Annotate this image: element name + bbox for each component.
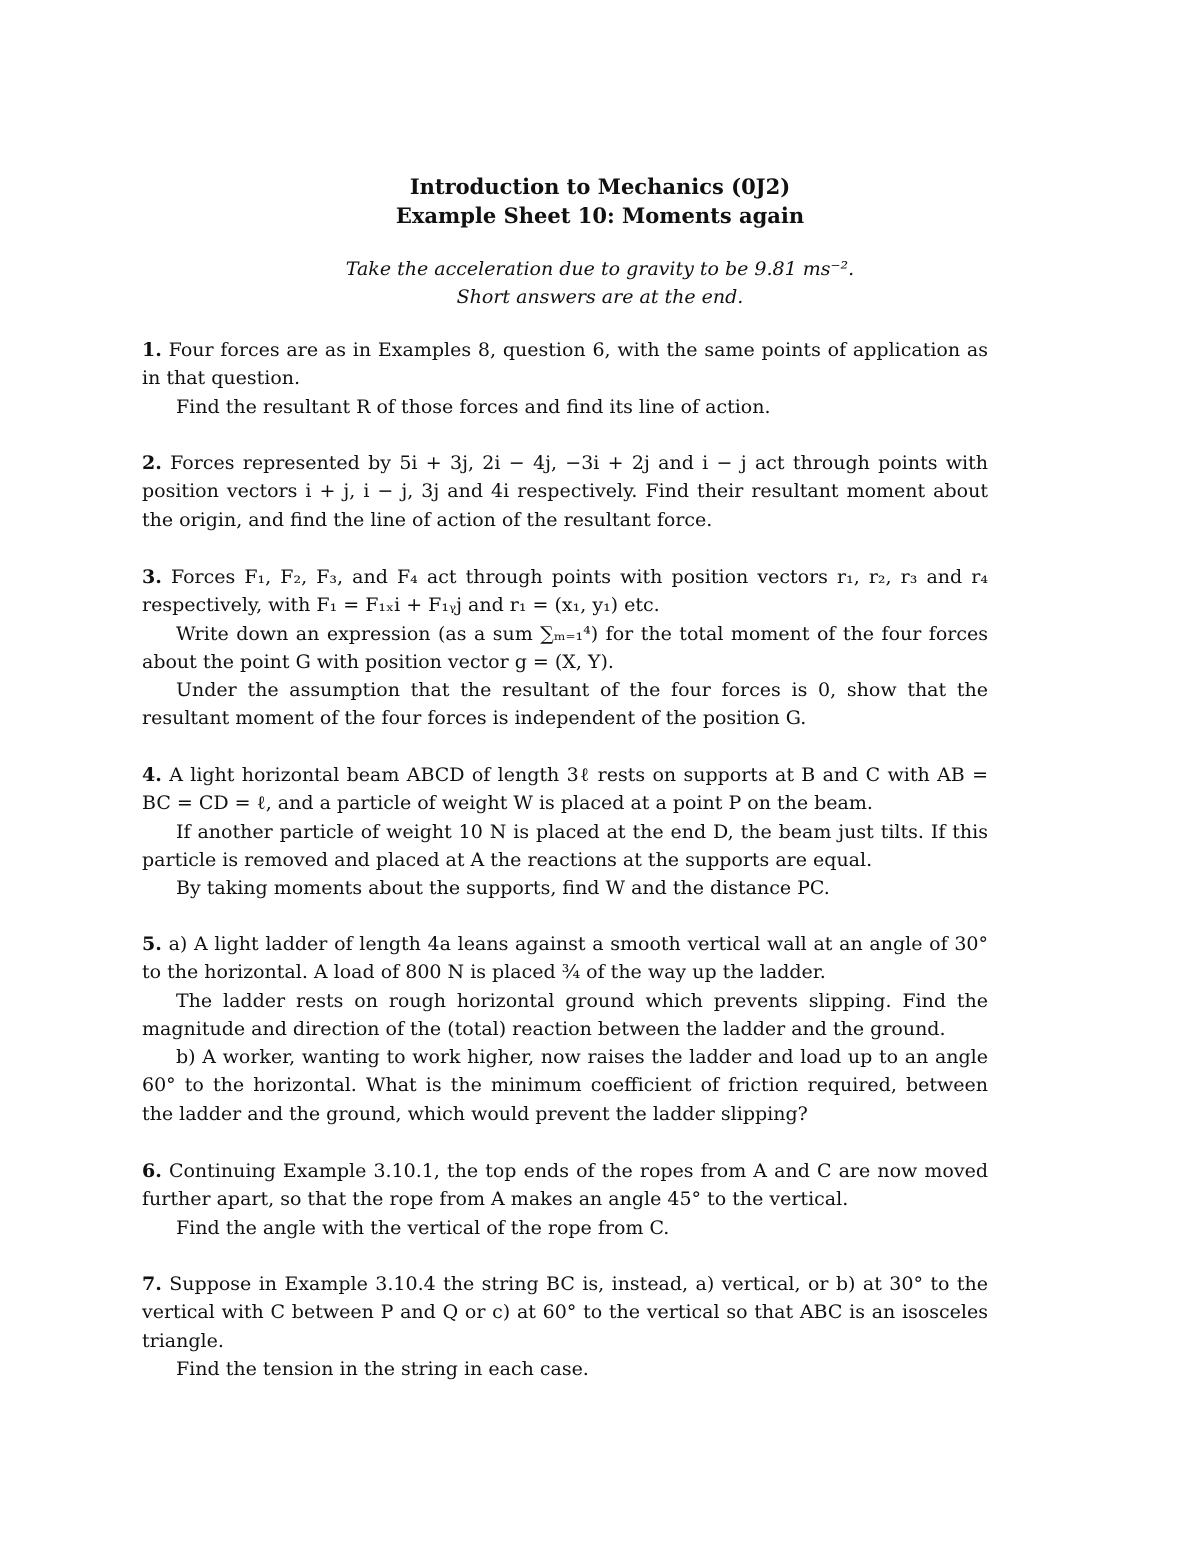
question-1-paragraph-1 <box>142 336 988 393</box>
question-2-text-1: Forces represented by 5i + 3j, 2i − 4j, −3i + 2j and i − j act through points with position vectors i + j, i − j, 3j and 4i respectively. Find their resultant moment about the origin, and find the line of action of the resultant force. <box>142 452 988 531</box>
sheet-title: Introduction to Mechanics (0J2) <box>409 174 791 199</box>
question-6-text-1: Continuing Example 3.10.1, the top ends of the ropes from A and C are now moved further apart, so that the rope from A makes an angle 45° to the vertical. <box>142 1160 988 1211</box>
question-4-text-1: A light horizontal beam ABCD of length 3ℓ rests on supports at B and C with AB = BC = CD = ℓ, and a particle of weight W is placed at a point P on the beam. <box>142 764 988 815</box>
question-3-paragraph-1 <box>142 563 988 620</box>
gravity-note: Take the acceleration due to gravity to be 9.81 ms⁻². <box>345 258 855 280</box>
question-5-paragraph-3: b) A worker, wanting to work higher, now raises the ladder and load up to an angle 60° to the horizontal. What is the minimum coefficient of friction required, between the ladder and the ground, which would prevent the ladder slipping? <box>142 1046 988 1125</box>
question-7-paragraph-2: Find the tension in the string in each case. <box>176 1357 589 1380</box>
question-4 <box>142 761 988 902</box>
question-5 <box>142 930 988 1128</box>
question-7 <box>142 1270 988 1383</box>
sheet-subtitle: Example Sheet 10: Moments again <box>395 203 805 228</box>
question-4-paragraph-2: If another particle of weight 10 N is placed at the end D, the beam just tilts. If this particle is removed and placed at A the reactions at the supports are equal. <box>142 820 988 871</box>
question-5-paragraph-1 <box>142 930 988 987</box>
question-3-text-1: Forces F₁, F₂, F₃, and F₄ act through points with position vectors r₁, r₂, r₃ and r₄ respectively, with F₁ = F₁ₓi + F₁ᵧj and r₁ = (x₁, y₁) etc. <box>142 566 988 617</box>
question-4-paragraph-3: By taking moments about the supports, find W and the distance PC. <box>176 877 830 900</box>
question-1-number: 1. <box>142 339 162 361</box>
question-1-paragraph-2: Find the resultant R of those forces and find its line of action. <box>176 395 771 418</box>
question-5-number: 5. <box>142 933 162 955</box>
question-7-text-1: Suppose in Example 3.10.4 the string BC is, instead, a) vertical, or b) at 30° to the vertical with C between P and Q or c) at 60° to the vertical so that ABC is an isosceles triangle. <box>142 1273 988 1352</box>
question-2-paragraph-1 <box>142 449 988 534</box>
question-3 <box>142 563 988 733</box>
question-4-number: 4. <box>142 764 162 786</box>
question-6-paragraph-2: Find the angle with the vertical of the rope from C. <box>176 1216 670 1239</box>
answers-note: Short answers are at the end. <box>456 286 744 308</box>
question-6 <box>142 1157 988 1242</box>
question-4-paragraph-1 <box>142 761 988 818</box>
question-2-number: 2. <box>142 452 162 474</box>
question-7-paragraph-1 <box>142 1270 988 1355</box>
question-3-number: 3. <box>142 566 162 588</box>
question-3-paragraph-2: Write down an expression (as a sum ∑ₘ₌₁⁴) for the total moment of the four forces about the point G with position vector g = (X, Y). <box>142 622 988 673</box>
question-1-text-1: Four forces are as in Examples 8, question 6, with the same points of application as in that question. <box>142 339 988 390</box>
question-5-text-1: a) A light ladder of length 4a leans against a smooth vertical wall at an angle of 30° to the horizontal. A load of 800 N is placed ¾ of the way up the ladder. <box>142 933 989 984</box>
question-2 <box>142 449 988 534</box>
question-7-number: 7. <box>142 1273 162 1295</box>
question-3-paragraph-3: Under the assumption that the resultant of the four forces is 0, show that the resultant moment of the four forces is independent of the position G. <box>142 679 988 730</box>
question-6-number: 6. <box>142 1160 162 1182</box>
question-5-paragraph-2: The ladder rests on rough horizontal ground which prevents slipping. Find the magnitude and direction of the (total) reaction between the ladder and the ground. <box>142 989 988 1040</box>
question-6-paragraph-1 <box>142 1157 988 1214</box>
question-1 <box>142 336 988 421</box>
